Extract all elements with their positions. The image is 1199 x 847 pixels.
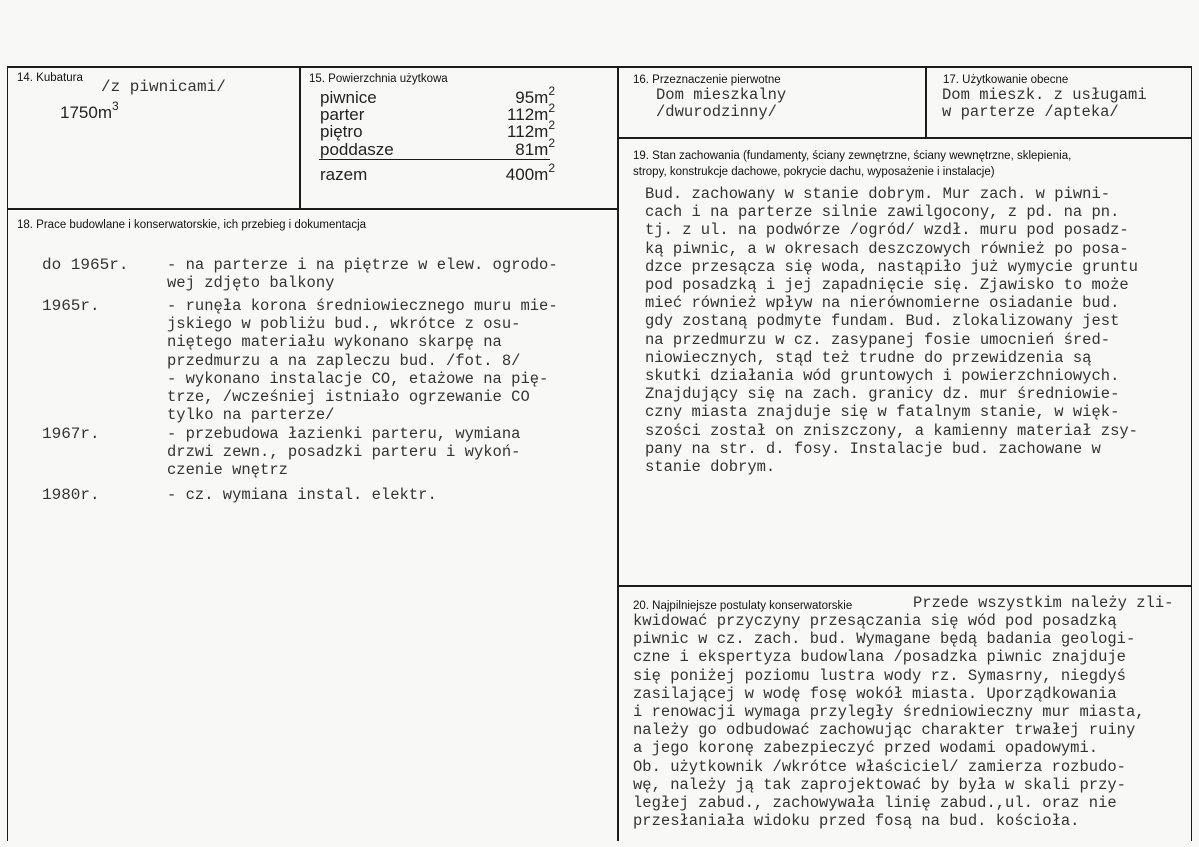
prace-line: przedmurzu a na zapleczu bud. /fot. 8/ xyxy=(167,351,521,370)
przeznaczenie-line-2: /dwurodzinny/ xyxy=(656,103,777,121)
area-value-poddasze: $81m^2$ xyxy=(515,136,555,159)
uzytkowanie-line-1: Dom mieszk. z usługami xyxy=(942,86,1147,104)
kubatura-note: /z piwnicami/ xyxy=(101,78,226,96)
right-border xyxy=(1191,66,1192,841)
stan-line: dzce przesącza się woda, nastąpiło już wymycie gruntu xyxy=(645,257,1138,276)
stan-line: mieć również wpływ na nierównomierne osiadanie bud. xyxy=(645,294,1120,313)
postulaty-line: się poniżej poziomu lustra wody rz. Symasrny, niegdyś xyxy=(633,666,1126,685)
prace-line: jskiego w pobliżu bud., wkrótce z osu- xyxy=(167,315,521,334)
przeznaczenie-line-1: Dom mieszkalny xyxy=(656,86,787,104)
kubatura-label: 14. Kubatura xyxy=(17,72,83,84)
area-name-razem: razem xyxy=(320,165,368,184)
stan-line: szości został on zniszczony, a kamienny materiał zsy- xyxy=(645,421,1138,440)
prace-year: 1965r. xyxy=(42,297,100,315)
area-sum-rule xyxy=(319,159,550,160)
postulaty-line: należy go odbudować zachowując charakter trwałej ruiny xyxy=(633,721,1136,740)
stan-line: czny miasta znajduje się w fatalnym stanie, w więk- xyxy=(645,403,1120,422)
postulaty-line: Ob. użytkownik /wkrótce właściciel/ zamierza rozbudo- xyxy=(633,757,1126,776)
prace-line: - cz. wymiana instal. elektr. xyxy=(167,486,437,504)
prace-label: 18. Prace budowlane i konserwatorskie, ich przebieg i dokumentacja xyxy=(17,219,367,231)
uzytkowanie-label: 17. Użytkowanie obecne xyxy=(943,74,1069,86)
stan-line: pod posadzką i jej zapadnięcie się. Zjawisko to może xyxy=(645,276,1129,294)
stan-line: ką piwnic, a w okresach deszczowych również po posa- xyxy=(645,239,1129,258)
kubatura-value: $1750m^3$ xyxy=(60,99,119,122)
area-name-parter: parter xyxy=(320,105,365,124)
area-value-pietro: $112m^2$ xyxy=(507,118,555,141)
stan-line: stanie dobrym. xyxy=(645,458,776,476)
prace-line: drzwi zewn., posadzki parteru i wykoń- xyxy=(167,443,521,462)
top-rule xyxy=(7,66,1192,68)
divider-14-15 xyxy=(299,67,301,209)
divider-left-right xyxy=(617,67,619,841)
postulaty-line: a jego koronę zabezpieczyć przed wodami opadowymi. xyxy=(633,739,1099,758)
uzytkowanie-line-2: w parterze /apteka/ xyxy=(942,103,1119,121)
postulaty-line: wę, należy ją tak zaprojektować by była w skali przy- xyxy=(633,775,1126,794)
stan-line: Bud. zachowany w stanie dobrym. Mur zach. w piwni- xyxy=(645,185,1111,203)
postulaty-line: i renowacji wymaga przyległy średniowieczny mur miasta, xyxy=(633,703,1145,721)
stan-label-line-1: 19. Stan zachowania (fundamenty, ściany zewnętrzne, ściany wewnętrzne, sklepienia, xyxy=(633,150,1072,162)
prace-line: - wykonano instalacje CO, etażowe na pię- xyxy=(167,369,549,388)
rule-below-16-17 xyxy=(618,137,1192,139)
postulaty-first-line: Przede wszystkim należy zli- xyxy=(913,594,1174,612)
stan-label-line-2: stropy, konstrukcje dachowe, pokrycie dachu, wyposażenie i instalacje) xyxy=(633,166,995,178)
area-value-razem: $400m^2$ xyxy=(505,161,555,184)
prace-year: 1980r. xyxy=(42,486,100,504)
stan-line: na przedmurzu w cz. zasypanej fosie umocnień śred- xyxy=(645,330,1111,349)
stan-line: tj. z ul. na podwórze /ogród/ wzdł. muru pod posadz- xyxy=(645,221,1129,240)
divider-16-17 xyxy=(925,67,927,138)
powierzchnia-label: 15. Powierzchnia użytkowa xyxy=(309,73,448,85)
postulaty-line: przesłaniała widoku przed fosą na bud. kościoła. xyxy=(633,812,1080,831)
area-value-piwnice: $95m^2$ xyxy=(515,84,555,107)
prace-line: niętego materiału wykonano skarpę na xyxy=(167,333,502,352)
postulaty-line: czne i ekspertyza budowlana /posadzka piwnic znajduje xyxy=(633,648,1126,667)
prace-line: - runęła korona średniowiecznego muru mie- xyxy=(167,297,558,315)
postulaty-label: 20. Najpilniejsze postulaty konserwatorskie xyxy=(633,600,853,612)
postulaty-line: piwnic w cz. zach. bud. Wymagane będą badania geologi- xyxy=(633,630,1136,649)
prace-line: czenie wnętrz xyxy=(167,461,288,480)
postulaty-line: ległej zabud., zachowywała linię zabud.,ul. oraz nie xyxy=(633,794,1117,812)
stan-line: cach i na parterze silnie zawilgocony, z pd. na pn. xyxy=(645,203,1120,222)
rule-above-20 xyxy=(618,585,1192,587)
left-border xyxy=(7,66,8,841)
stan-line: Znajdujący się na zach. granicy dz. mur średniowie- xyxy=(645,385,1120,404)
postulaty-line: zasilającej w wodę fosę wokół miasta. Uporządkowania xyxy=(633,684,1117,703)
rule-below-14-15 xyxy=(7,208,618,210)
area-value-parter: $112m^2$ xyxy=(507,101,555,124)
postulaty-line: kwidować przyczyny przesączania się wód pod posadzką xyxy=(633,612,1117,630)
prace-line: trze, /wcześniej istniało ogrzewanie CO xyxy=(167,388,530,406)
przeznaczenie-label: 16. Przeznaczenie pierwotne xyxy=(633,74,781,86)
stan-line: skutki działania wód gruntowych i powierzchniowych. xyxy=(645,367,1120,385)
stan-line: niowiecznych, stąd też trudne do przewidzenia są xyxy=(645,348,1092,367)
prace-year: do 1965r. xyxy=(42,256,129,274)
area-name-pietro: piętro xyxy=(320,122,363,141)
prace-line: - przebudowa łazienki parteru, wymiana xyxy=(167,425,521,443)
area-name-piwnice: piwnice xyxy=(320,88,377,107)
stan-line: gdy zostaną podmyte fundam. Bud. zlokalizowany jest xyxy=(645,312,1120,331)
prace-year: 1967r. xyxy=(42,425,100,443)
prace-line: tylko na parterze/ xyxy=(167,406,335,425)
stan-line: pany na str. d. fosy. Instalacje bud. zachowane w xyxy=(645,439,1101,458)
area-name-poddasze: poddasze xyxy=(320,140,394,159)
prace-line: wej zdjęto balkony xyxy=(167,274,335,293)
prace-line: - na parterze i na piętrze w elew. ogrodo- xyxy=(167,256,558,274)
